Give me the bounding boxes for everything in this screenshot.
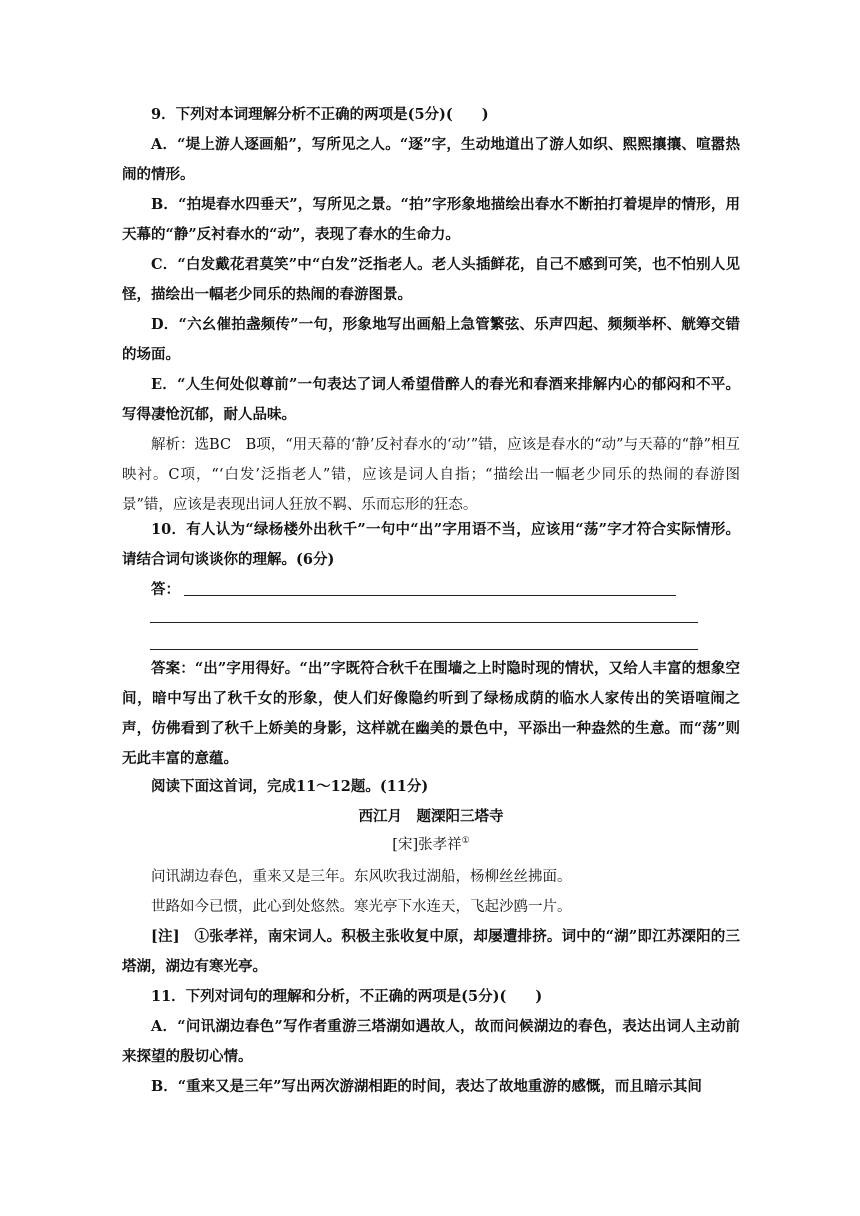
- poem-author: [122, 830, 740, 860]
- q9-option-c: C．“白发戴花君莫笑”中“白发”泛指老人。老人头插鲜花，自己不感到可笑，也不怕别人见怪，描绘出一幅老少同乐的热闹的春游图景。: [122, 256, 740, 303]
- answer-line-3[interactable]: [150, 649, 698, 650]
- q9-analysis: 解析：选BC B项，“用天幕的‘静’反衬春水的‘动’”错，应该是春水的“动”与天幕的“静”相互映衬。C项，“‘白发’泛指老人”错，应该是词人自指；“描绘出一幅老少同乐的热闹的春游图景”错，应该是表现出词人狂放不羁、乐而忘形的狂态。: [122, 437, 740, 513]
- q10-answer-prefix: 答：: [151, 581, 180, 598]
- answer-line-1[interactable]: [184, 595, 676, 596]
- poem-line-1: 问讯湖边春色，重来又是三年。东风吹我过湖船，杨柳丝丝拂面。: [151, 869, 572, 885]
- poem-note: [注] ①张孝祥，南宋词人。积极主张收复中原，却屡遭排挤。词中的“湖”即江苏溧阳的三塔湖，湖边有寒光亭。: [122, 928, 740, 975]
- q10-stem: 10．有人认为“绿杨楼外出秋千”一句中“出”字用语不当，应该用“荡”字才符合实际情形。请结合词句谈谈你的理解。(6分): [122, 521, 740, 568]
- reading-instruction: 阅读下面这首词，完成11～12题。(11分): [151, 778, 429, 795]
- q10-answer-key: 答案：“出”字用得好。“出”字既符合秋千在围墙之上时隐时现的情状，又给人丰富的想象空间，暗中写出了秋千女的形象，使人们好像隐约听到了绿杨成荫的临水人家传出的笑语喧闹之声，仿佛看到了秋千上娇美的身影，这样就在幽美的景色中，平添出一种盎然的生意。而“荡”则无此丰富的意蕴。: [122, 660, 740, 767]
- q9-option-d: D．“六幺催拍盏频传”一句，形象地写出画船上急管繁弦、乐声四起、频频举杯、觥筹交错的场面。: [122, 316, 740, 363]
- poem-title: 西江月 题溧阳三塔寺: [358, 808, 504, 825]
- q9-option-e: E．“人生何处似尊前”一句表达了词人希望借醉人的春光和春酒来排解内心的郁闷和不平。写得凄怆沉郁，耐人品味。: [122, 376, 740, 423]
- q9-option-b: B．“拍堤春水四垂天”，写所见之景。“拍”字形象地描绘出春水不断拍打着堤岸的情形，用天幕的“静”反衬春水的“动”，表现了春水的生命力。: [122, 196, 740, 243]
- q11-option-b: B．“重来又是三年”写出两次游湖相距的时间，表达了故地重游的感慨，而且暗示其间: [151, 1078, 702, 1095]
- author-note-mark: ①: [461, 836, 470, 847]
- q11-option-a: A．“问讯湖边春色”写作者重游三塔湖如遇故人，故而问候湖边的春色，表达出词人主动前来探望的殷切心情。: [122, 1018, 740, 1065]
- answer-line-2[interactable]: [150, 622, 698, 623]
- poem-author-name: [宋]张孝祥: [392, 837, 462, 853]
- q11-stem: 11．下列对词句的理解和分析，不正确的两项是(5分)( ): [151, 988, 543, 1005]
- poem-line-2: 世路如今已惯，此心到处悠然。寒光亭下水连天，飞起沙鸥一片。: [151, 899, 572, 915]
- q9-option-a: A．“堤上游人逐画船”，写所见之人。“逐”字，生动地道出了游人如织、熙熙攘攘、喧嚣热闹的情形。: [122, 136, 740, 183]
- q9-stem: 9．下列对本词理解分析不正确的两项是(5分)( ): [151, 106, 489, 123]
